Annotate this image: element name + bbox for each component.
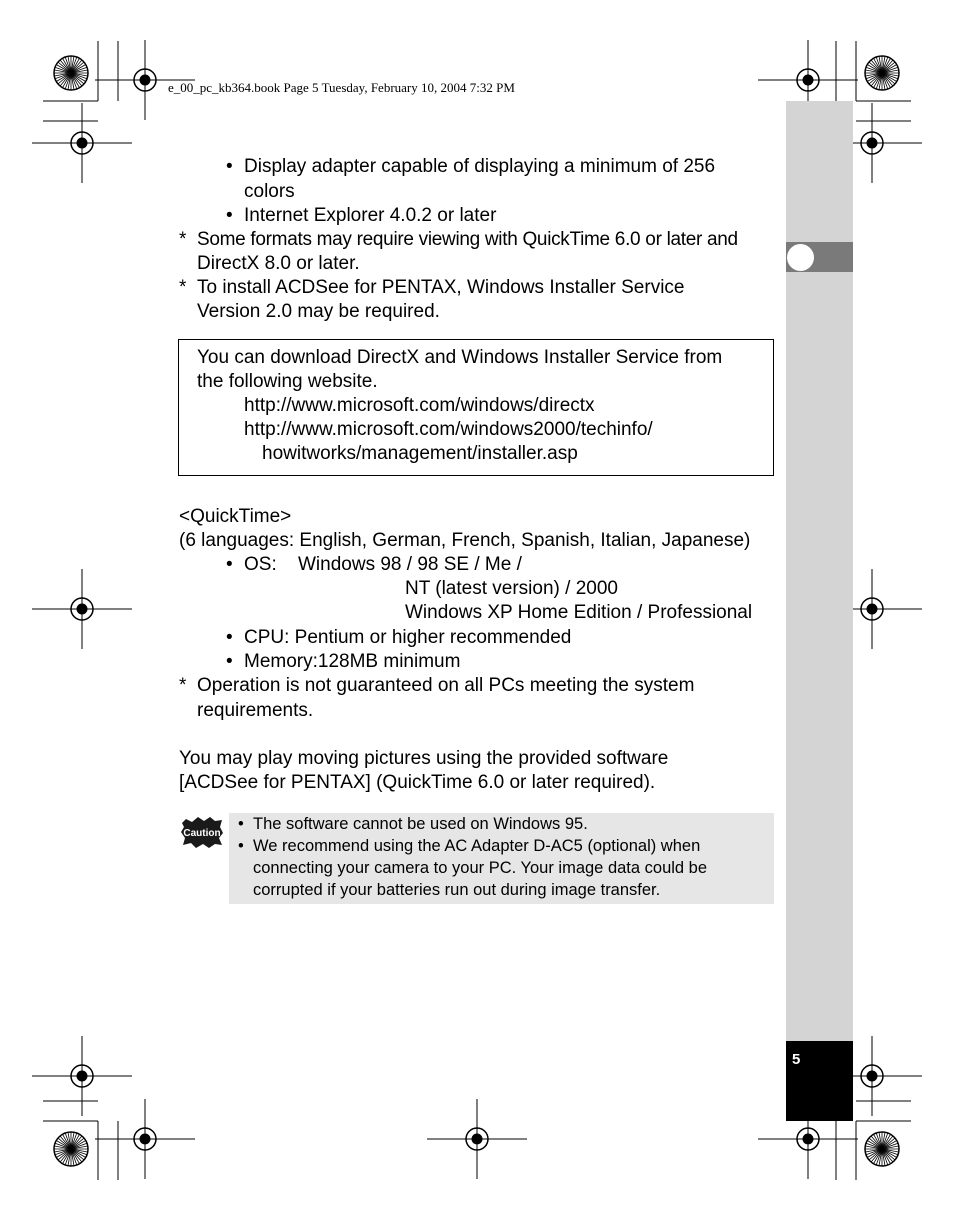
caution-item-2-cont: connecting your camera to your PC. Your image data could be	[253, 859, 708, 877]
registration-target	[95, 1099, 195, 1179]
bullet-symbol: •	[226, 205, 233, 226]
os-value: Windows 98 / 98 SE / Me /	[298, 554, 522, 575]
guarantee-note: Operation is not guaranteed on all PCs meeting the system	[197, 675, 695, 696]
installer-note-cont: Version 2.0 may be required.	[197, 301, 440, 322]
print-header: e_00_pc_kb364.book Page 5 Tuesday, February 10, 2004 7:32 PM	[168, 80, 515, 95]
bullet-symbol: •	[226, 627, 233, 648]
caution-item-1: The software cannot be used on Windows 95.	[253, 815, 588, 833]
registration-target	[32, 1036, 132, 1116]
bullet-symbol: •	[238, 837, 244, 855]
installer-note: To install ACDSee for PENTAX, Windows Installer Service	[197, 277, 685, 298]
quicktime-heading: <QuickTime>	[179, 506, 292, 527]
display-requirement-cont: colors	[244, 181, 295, 202]
asterisk-symbol: *	[179, 277, 187, 298]
registration-target	[427, 1099, 527, 1179]
asterisk-symbol: *	[179, 675, 187, 696]
memory-requirement: Memory:128MB minimum	[244, 651, 461, 672]
caution-item-2: We recommend using the AC Adapter D-AC5 (optional) when	[253, 837, 701, 855]
os-value-cont2: Windows XP Home Edition / Professional	[405, 602, 753, 623]
caution-item-2-cont2: corrupted if your batteries run out during image transfer.	[253, 881, 661, 899]
bullet-symbol: •	[226, 651, 233, 672]
installer-url-cont: howitworks/management/installer.asp	[262, 443, 578, 464]
asterisk-symbol: *	[179, 229, 187, 250]
os-label: OS:	[244, 554, 277, 575]
caution-icon-label: Caution	[183, 828, 221, 839]
directx-url: http://www.microsoft.com/windows/directx	[244, 395, 595, 416]
quicktime-note: Some formats may require viewing with QuickTime 6.0 or later and	[197, 229, 738, 250]
bullet-symbol: •	[226, 156, 233, 177]
guarantee-note-cont: requirements.	[197, 700, 314, 721]
quicktime-note-cont: DirectX 8.0 or later.	[197, 253, 360, 274]
os-value-cont: NT (latest version) / 2000	[405, 578, 618, 599]
chapter-tab-marker	[787, 244, 814, 271]
quicktime-languages: (6 languages: English, German, French, Spanish, Italian, Japanese)	[179, 530, 751, 551]
display-requirement: Display adapter capable of displaying a minimum of 256	[244, 156, 716, 177]
registration-rosette	[54, 1132, 88, 1166]
page-number: 5	[792, 1051, 801, 1068]
registration-rosette	[54, 56, 88, 90]
registration-rosette	[865, 1132, 899, 1166]
registration-target	[32, 569, 132, 649]
moving-pictures-text-cont: [ACDSee for PENTAX] (QuickTime 6.0 or later required).	[179, 772, 656, 793]
moving-pictures-text: You may play moving pictures using the provided software	[179, 748, 669, 769]
download-text-cont: the following website.	[197, 371, 378, 392]
ie-requirement: Internet Explorer 4.0.2 or later	[244, 205, 497, 226]
registration-rosette	[865, 56, 899, 90]
registration-target	[32, 103, 132, 183]
installer-url: http://www.microsoft.com/windows2000/techinfo/	[244, 419, 653, 440]
bullet-symbol: •	[226, 554, 233, 575]
caution-icon	[180, 815, 224, 849]
download-text: You can download DirectX and Windows Installer Service from	[197, 347, 723, 368]
bullet-symbol: •	[238, 815, 244, 833]
cpu-requirement: CPU: Pentium or higher recommended	[244, 627, 572, 648]
